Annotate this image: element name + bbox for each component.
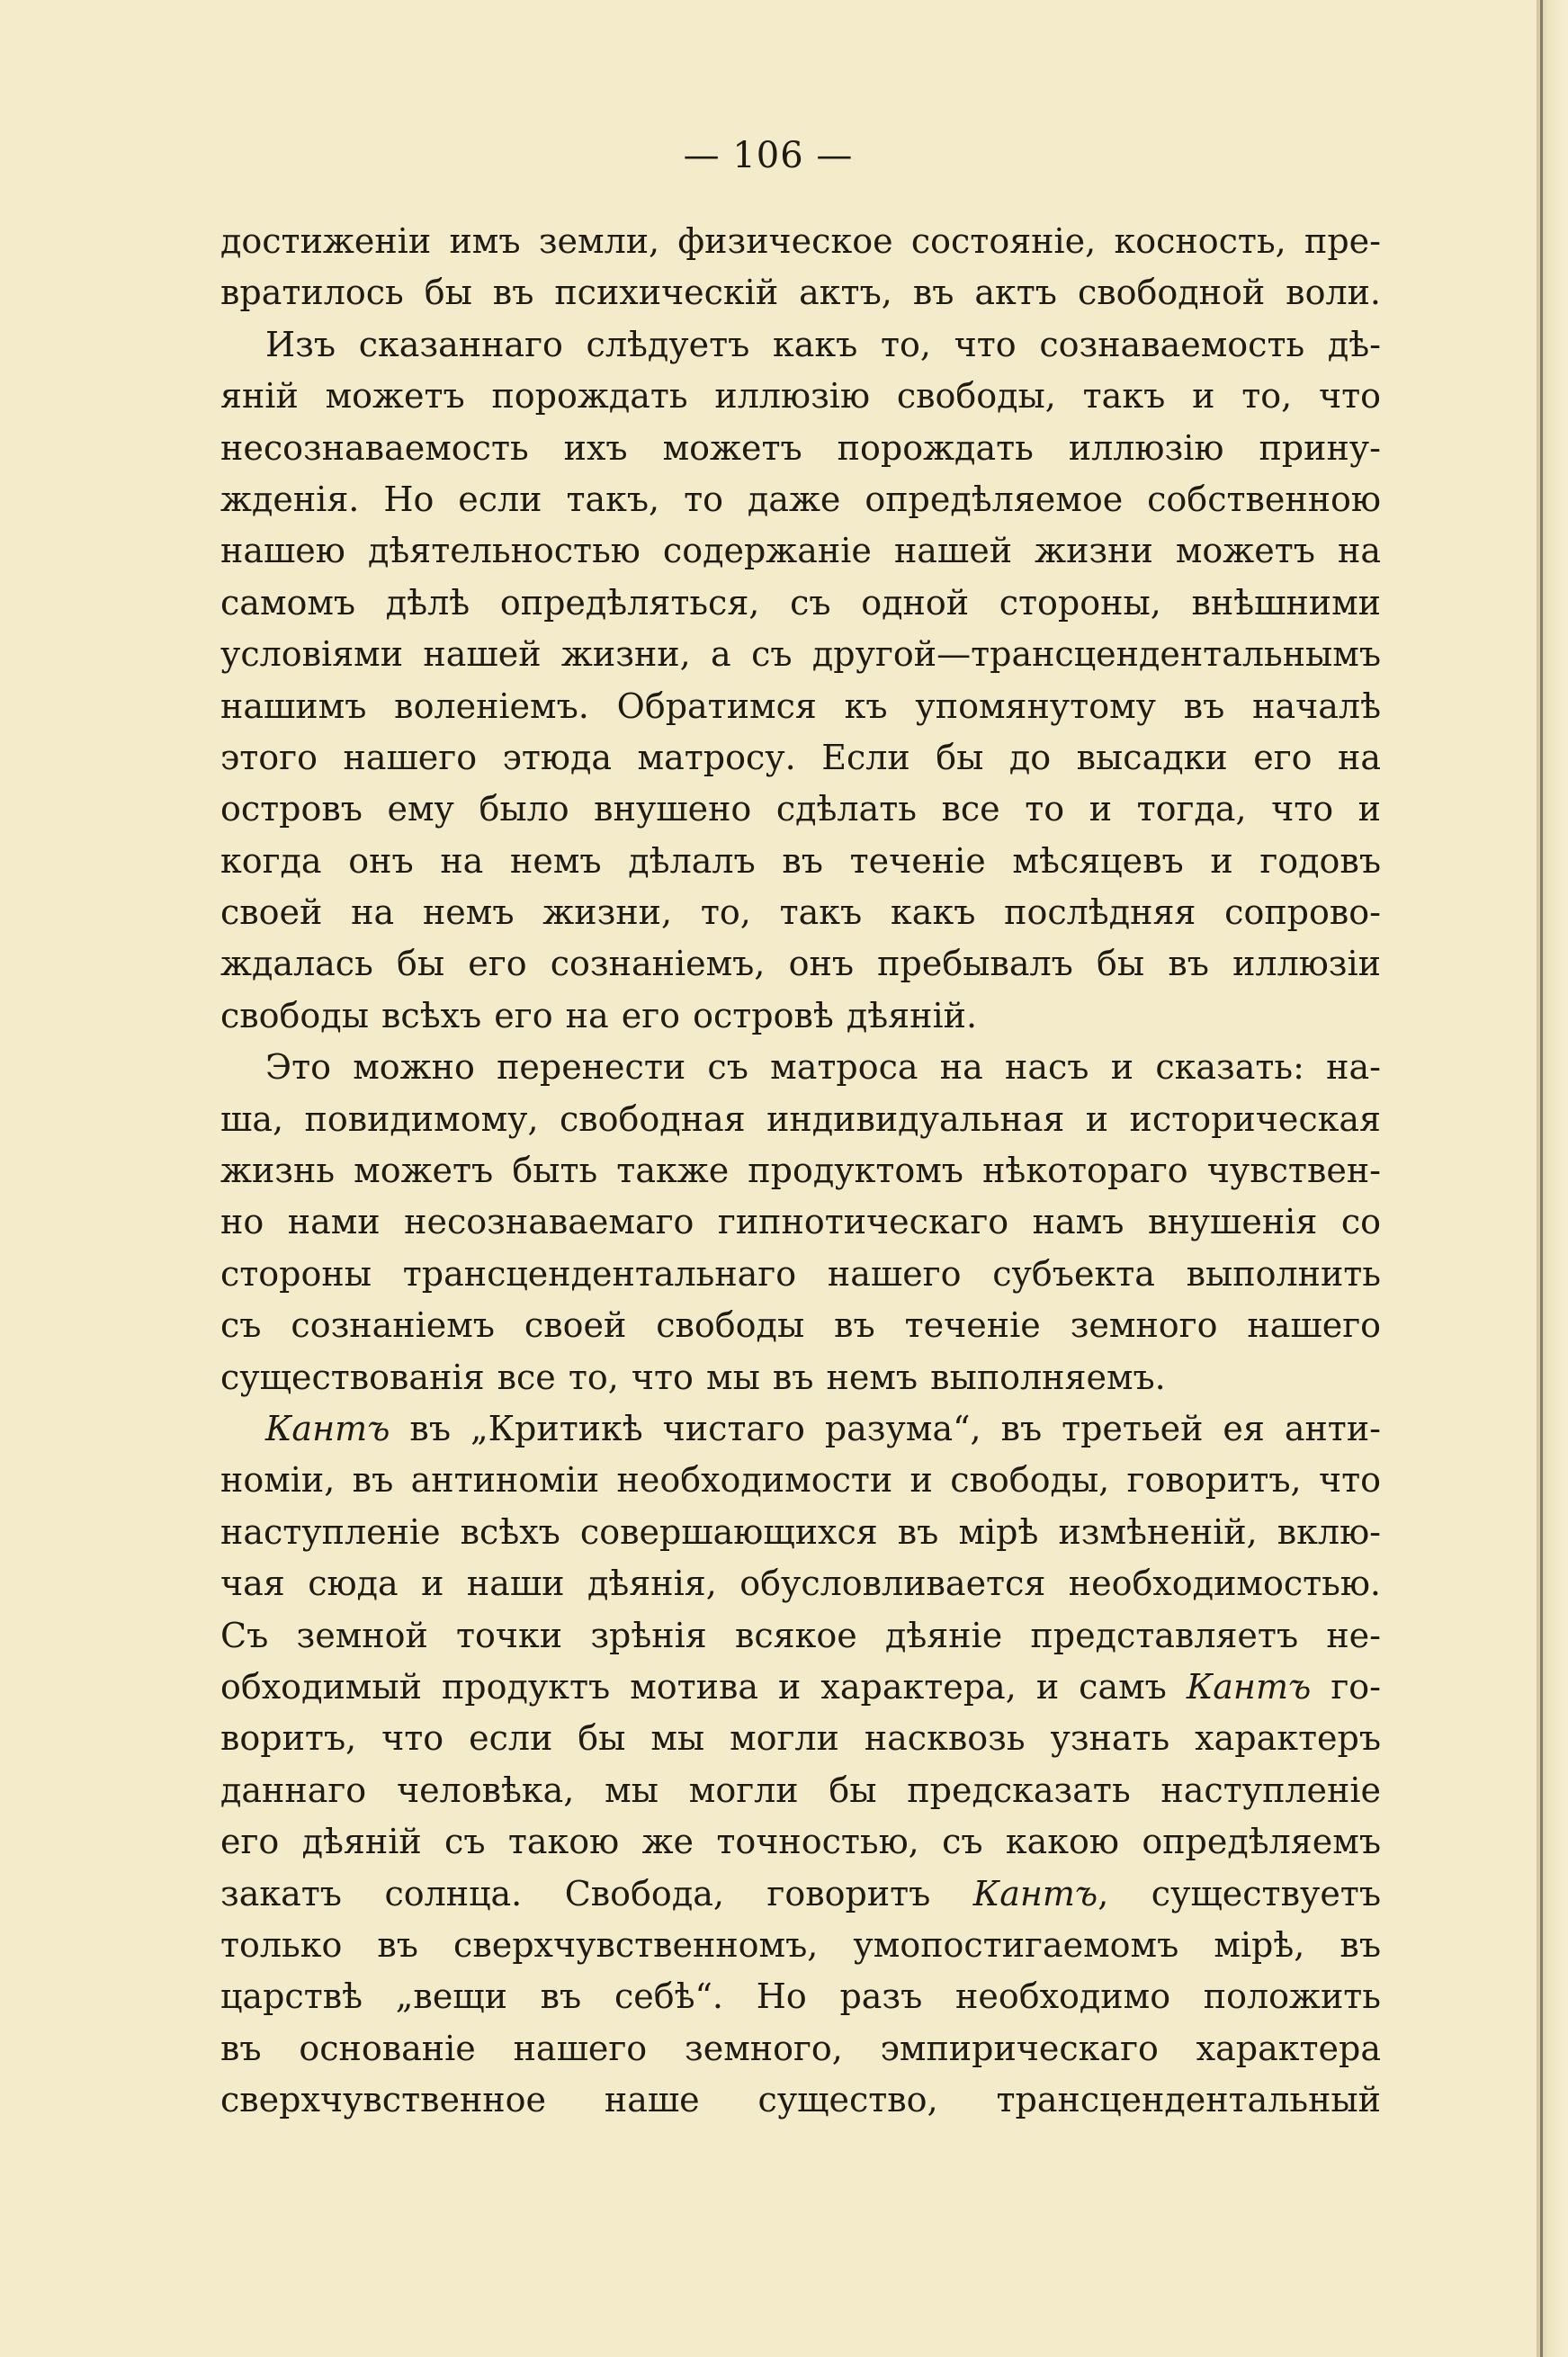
text-line (220, 732, 1381, 784)
text-line (220, 1403, 1381, 1455)
line-text: свободы всѣхъ его на его островѣ дѣяній. (220, 995, 978, 1035)
line-text: только въ сверхчувственномъ, умопостигаемомъ мірѣ, въ (220, 1924, 1381, 1965)
line-text: чая сюда и наши дѣянія, обусловливается необходимостью. (220, 1564, 1381, 1604)
line-text: воритъ, что если бы мы могли насквозь узнать характеръ (220, 1718, 1381, 1759)
italic-name: Кантъ (265, 1408, 390, 1448)
text-line (220, 681, 1381, 732)
line-text: закатъ солнца. Свобода, говоритъ (220, 1873, 973, 1913)
line-text: жизнь можетъ быть также продуктомъ нѣкотораго чувствен- (220, 1151, 1381, 1191)
text-line (220, 1558, 1381, 1609)
text-line (220, 371, 1381, 422)
text-line (220, 525, 1381, 577)
line-text: вратилось бы въ психическій актъ, въ актъ свободной воли. (220, 273, 1381, 313)
text-line (220, 938, 1381, 990)
line-text: своей на немъ жизни, то, такъ какъ послѣдняя сопрово- (220, 892, 1381, 933)
line-text: ждалась бы его сознаніемъ, онъ пребывалъ бы въ иллюзіи (220, 944, 1381, 984)
text-line (220, 1145, 1381, 1196)
text-line (220, 1249, 1381, 1300)
text-line (220, 1196, 1381, 1248)
line-text: когда онъ на немъ дѣлалъ въ теченіе мѣсяцевъ и годовъ (220, 840, 1381, 881)
line-text: въ „Критикѣ чистаго разума“, въ третьей ея анти- (390, 1408, 1381, 1448)
page-number: — 106 — (683, 135, 854, 176)
text-line (220, 990, 1381, 1042)
line-text: въ основаніе нашего земного, эмпирическаго характера (220, 2028, 1381, 2068)
line-text: Это можно перенести съ матроса на насъ и сказать: на- (265, 1047, 1381, 1088)
line-text: съ сознаніемъ своей свободы въ теченіе земного нашего (220, 1305, 1381, 1346)
text-line (220, 1455, 1381, 1506)
line-text: Изъ сказаннаго слѣдуетъ какъ то, что сознаваемость дѣ- (265, 324, 1381, 364)
line-text: жденія. Но если такъ, то даже опредѣляемое собственною (220, 479, 1381, 519)
text-line (220, 1507, 1381, 1558)
text-line (220, 1094, 1381, 1145)
line-text: достиженіи имъ земли, физическое состояніе, косность, пре- (220, 221, 1381, 261)
line-text: его дѣяній съ такою же точностью, съ какою опредѣляемъ (220, 1822, 1381, 1862)
text-line (220, 1816, 1381, 1868)
line-text: несознаваемость ихъ можетъ порождать иллюзію прину- (220, 427, 1381, 468)
line-text-end: го- (1311, 1666, 1381, 1707)
text-line (220, 1971, 1381, 2022)
text-line (220, 2023, 1381, 2075)
line-text-end: , существуетъ (1098, 1873, 1382, 1913)
text-line (220, 578, 1381, 629)
text-line (220, 1352, 1381, 1403)
line-text: ша, повидимому, свободная индивидуальная и историческая (220, 1098, 1381, 1139)
text-line (220, 836, 1381, 887)
line-text: Съ земной точки зрѣнія всякое дѣяніе представляетъ не- (220, 1615, 1381, 1655)
text-line (220, 887, 1381, 938)
italic-name: Кантъ (1186, 1666, 1312, 1707)
text-line (220, 1920, 1381, 1971)
line-text: этого нашего этюда матросу. Если бы до высадки его на (220, 737, 1381, 777)
text-line (220, 629, 1381, 680)
line-text: наступленіе всѣхъ совершающихся въ мірѣ измѣненій, вклю- (220, 1511, 1381, 1552)
line-text: островъ ему было внушено сдѣлать все то и тогда, что и (220, 789, 1381, 829)
text-line (220, 1042, 1381, 1093)
line-text: царствѣ „вещи въ себѣ“. Но разъ необходимо положить (220, 1976, 1381, 2017)
text-line (220, 1610, 1381, 1662)
line-text: даннаго человѣка, мы могли бы предсказать наступленіе (220, 1770, 1381, 1810)
body-text (220, 216, 1381, 2126)
italic-name: Кантъ (972, 1873, 1098, 1913)
text-line (220, 1662, 1381, 1713)
line-text: самомъ дѣлѣ опредѣляться, съ одной стороны, внѣшними (220, 582, 1381, 623)
text-line (220, 319, 1381, 371)
text-line (220, 1765, 1381, 1816)
line-text: номіи, въ антиноміи необходимости и свободы, говоритъ, что (220, 1460, 1381, 1501)
text-line (220, 1869, 1381, 1920)
binding-shadow (1540, 0, 1543, 2357)
text-line (220, 423, 1381, 474)
line-text: условіями нашей жизни, а съ другой—трансцендентальнымъ (220, 634, 1381, 675)
line-text: но нами несознаваемаго гипнотическаго намъ внушенія со (220, 1202, 1381, 1242)
text-line (220, 1713, 1381, 1764)
line-text: яній можетъ порождать иллюзію свободы, такъ и то, что (220, 376, 1381, 417)
line-text: стороны трансцендентальнаго нашего субъекта выполнить (220, 1253, 1381, 1294)
text-line (220, 216, 1381, 267)
text-line (220, 267, 1381, 318)
text-line (220, 474, 1381, 525)
text-line (220, 1300, 1381, 1351)
line-text: нашимъ воленіемъ. Обратимся къ упомянутому въ началѣ (220, 686, 1381, 726)
line-text: обходимый продуктъ мотива и характера, и самъ (220, 1666, 1187, 1707)
line-text: сверхчувственное наше существо, трансцендентальный (220, 2080, 1381, 2120)
text-line (220, 784, 1381, 835)
text-line (220, 2075, 1381, 2126)
line-text: существованія все то, что мы въ немъ выполняемъ. (220, 1357, 1166, 1397)
line-text: нашею дѣятельностью содержаніе нашей жизни можетъ на (220, 531, 1381, 571)
